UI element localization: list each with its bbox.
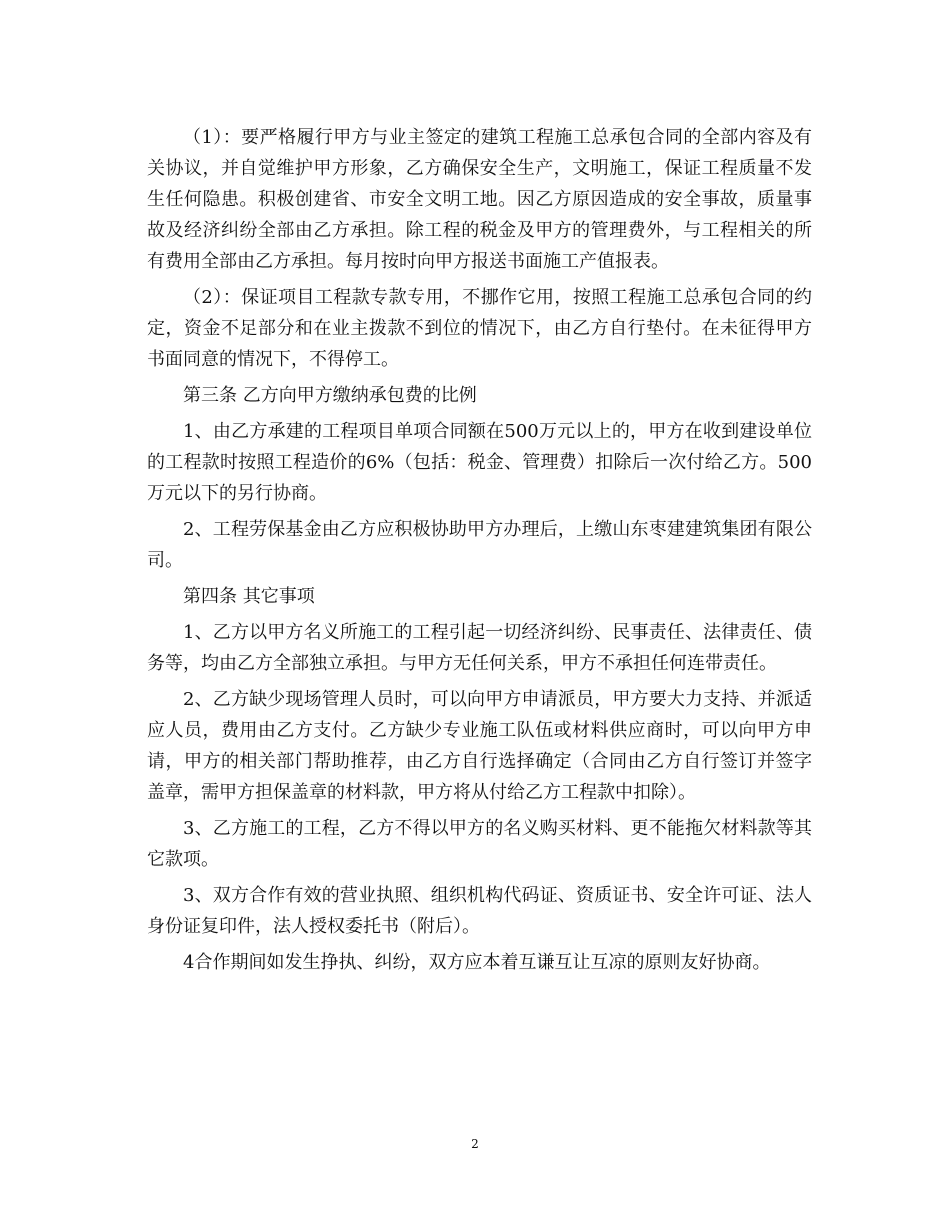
article-4-item-4: 4合作期间如发生挣执、纠纷，双方应本着互谦互让互凉的原则友好协商。 — [183, 952, 771, 973]
article-3-item-1: 1、由乙方承建的工程项目单项合同额在500万元以上的，甲方在收到建设单位的工程款时按照工程造价的6%（包括：税金、管理费）扣除后一次付给乙方。500万元以下的另行协商。 — [147, 421, 812, 504]
article-4-item-3a: 3、乙方施工的工程，乙方不得以甲方的名义购买材料、更不能拖欠材料款等其它款项。 — [147, 818, 812, 870]
document-body — [147, 122, 812, 983]
article-3-heading: 第三条 乙方向甲方缴纳承包费的比例 — [183, 385, 477, 406]
clause-1-paragraph: （1）：要严格履行甲方与业主签定的建筑工程施工总承包合同的全部内容及有关协议，并自觉维护甲方形象，乙方确保安全生产，文明施工，保证工程质量不发生任何隐患。积极创建省、市安全文明工地。因乙方原因造成的安全事故，质量事故及经济纠纷全部由乙方承担。除工程的税金及甲方的管理费外，与工程相关的所有费用全部由乙方承担。每月按时向甲方报送书面施工产值报表。 — [147, 127, 812, 272]
article-4-item-2: 2、乙方缺少现场管理人员时，可以向甲方申请派员，甲方要大力支持、并派适应人员，费用由乙方支付。乙方缺少专业施工队伍或材料供应商时，可以向甲方申请，甲方的相关部门帮助推荐，由乙方自行选择确定（合同由乙方自行签订并签字盖章，需甲方担保盖章的材料款，甲方将从付给乙方工程款中扣除）。 — [147, 689, 812, 803]
article-4-item-1: 1、乙方以甲方名义所施工的工程引起一切经济纠纷、民事责任、法律责任、债务等，均由乙方全部独立承担。与甲方无任何关系，甲方不承担任何连带责任。 — [147, 622, 812, 674]
clause-2-paragraph: （2）：保证项目工程款专款专用，不挪作它用，按照工程施工总承包合同的约定，资金不足部分和在业主拨款不到位的情况下，由乙方自行垫付。在未征得甲方书面同意的情况下，不得停工。 — [147, 287, 812, 370]
page-number: 2 — [471, 1137, 479, 1151]
article-4-item-3b: 3、双方合作有效的营业执照、组织机构代码证、资质证书、安全许可证、法人身份证复印件，法人授权委托书（附后）。 — [147, 885, 812, 937]
article-4-heading: 第四条 其它事项 — [183, 586, 315, 607]
article-3-item-2: 2、工程劳保基金由乙方应积极协助甲方办理后，上缴山东枣建建筑集团有限公司。 — [147, 519, 812, 571]
